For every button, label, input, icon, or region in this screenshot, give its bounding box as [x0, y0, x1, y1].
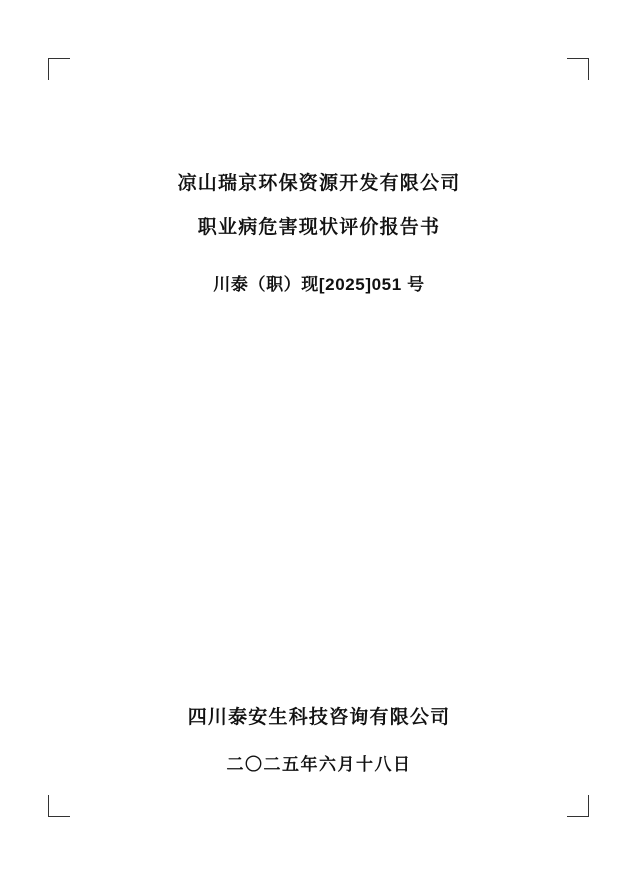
crop-mark-bottom-right [567, 795, 589, 817]
title-block [0, 162, 638, 250]
crop-mark-top-left [48, 58, 70, 80]
document-date: 二〇二五年六月十八日 [226, 755, 412, 774]
footer-block [0, 702, 638, 775]
organization-name: 四川泰安生科技咨询有限公司 [187, 707, 451, 728]
crop-mark-bottom-left [48, 795, 70, 817]
document-number: 川泰（职）现[2025]051 号 [213, 275, 425, 294]
page-title-line-1: 凉山瑞京环保资源开发有限公司 [177, 173, 461, 194]
page-title-line-2: 职业病危害现状评价报告书 [197, 217, 441, 238]
crop-mark-top-right [567, 58, 589, 80]
